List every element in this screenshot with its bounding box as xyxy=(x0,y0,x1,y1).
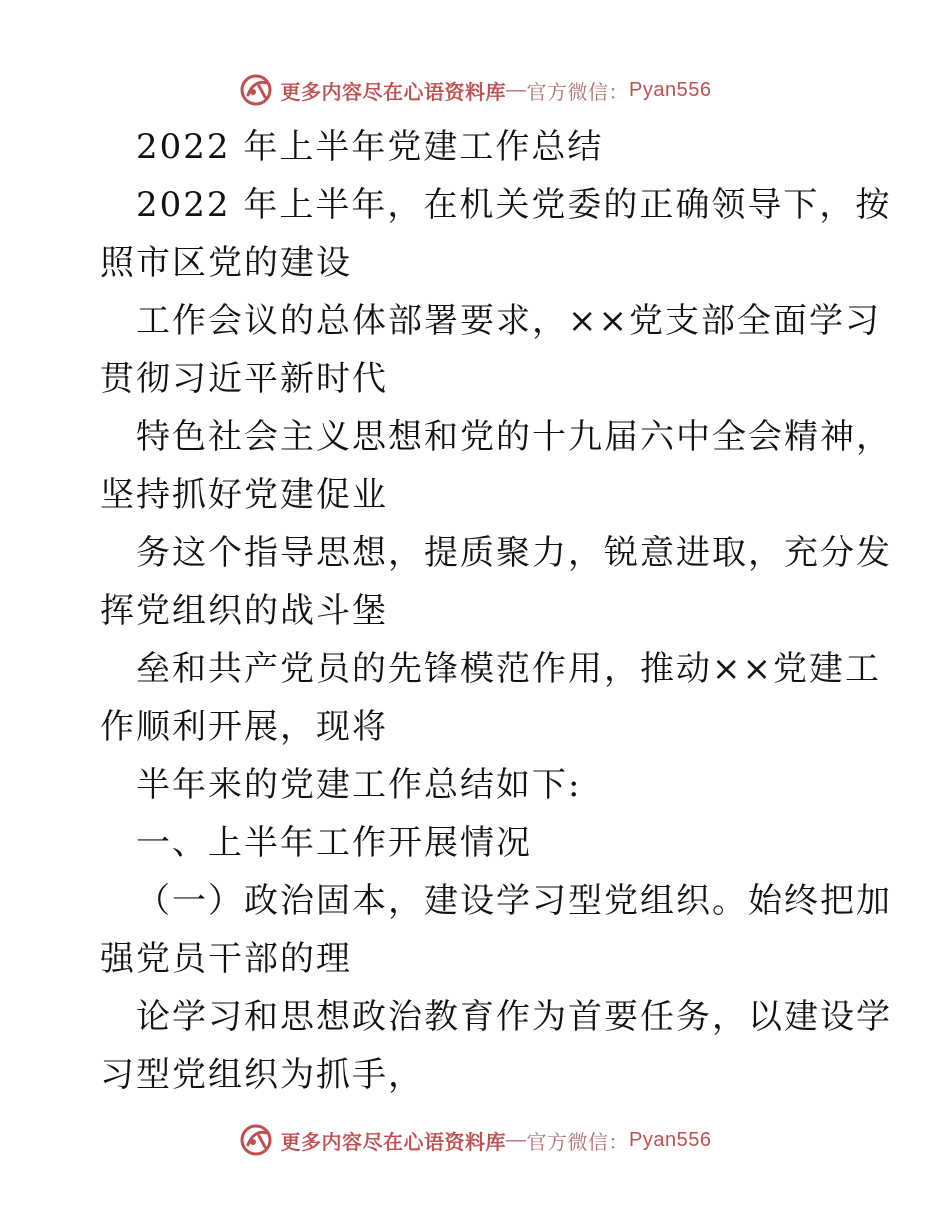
paragraph-line: 挥党组织的战斗堡 xyxy=(100,591,388,631)
header-watermark-banner xyxy=(0,68,950,112)
paragraph-line: 2022 年上半年，在机关党委的正确领导下，按 xyxy=(136,185,892,225)
section-heading: 一、上半年工作开展情况 xyxy=(136,823,532,863)
banner-official-label: 官方微信： xyxy=(526,81,630,104)
banner-text xyxy=(281,1126,712,1155)
paragraph-line: 坚持抓好党建促业 xyxy=(100,475,388,515)
paragraph-line: 半年来的党建工作总结如下: xyxy=(136,765,582,805)
banner-inner xyxy=(239,1123,712,1157)
paragraph-line: 习型党组织为抓手， xyxy=(100,1055,424,1095)
paragraph-line: 特色社会主义思想和党的十九届六中全会精神， xyxy=(136,417,892,457)
logo-icon xyxy=(239,1123,273,1157)
banner-wechat-handle: Pyan556 xyxy=(629,78,712,101)
paragraph-line: 论学习和思想政治教育作为首要任务，以建设学 xyxy=(136,997,892,1037)
paragraph-line: 照市区党的建设 xyxy=(100,243,352,283)
banner-main-text: 更多内容尽在心语资料库 xyxy=(280,1131,507,1154)
paragraph-line: 作顺利开展，现将 xyxy=(100,707,388,747)
banner-main-text: 更多内容尽在心语资料库 xyxy=(280,81,507,104)
paragraph-line: 垒和共产党员的先锋模范作用，推动××党建工 xyxy=(136,649,881,689)
footer-watermark-banner xyxy=(0,1118,950,1162)
paragraph-line: 强党员干部的理 xyxy=(100,939,352,979)
document-title: 2022 年上半年党建工作总结 xyxy=(136,127,604,167)
banner-official-label: 官方微信： xyxy=(526,1131,630,1154)
banner-text xyxy=(281,76,712,105)
document-body xyxy=(100,118,892,1104)
paragraph-line: （一）政治固本，建设学习型党组织。始终把加 xyxy=(136,881,892,921)
banner-dash: — xyxy=(506,1128,527,1151)
banner-wechat-handle: Pyan556 xyxy=(629,1128,712,1151)
paragraph-line: 工作会议的总体部署要求，××党支部全面学习 xyxy=(136,301,881,341)
paragraph-line: 贯彻习近平新时代 xyxy=(100,359,388,399)
banner-inner xyxy=(239,73,712,107)
banner-dash: — xyxy=(506,78,527,101)
logo-icon xyxy=(239,73,273,107)
paragraph-line: 务这个指导思想，提质聚力，锐意进取，充分发 xyxy=(136,533,892,573)
